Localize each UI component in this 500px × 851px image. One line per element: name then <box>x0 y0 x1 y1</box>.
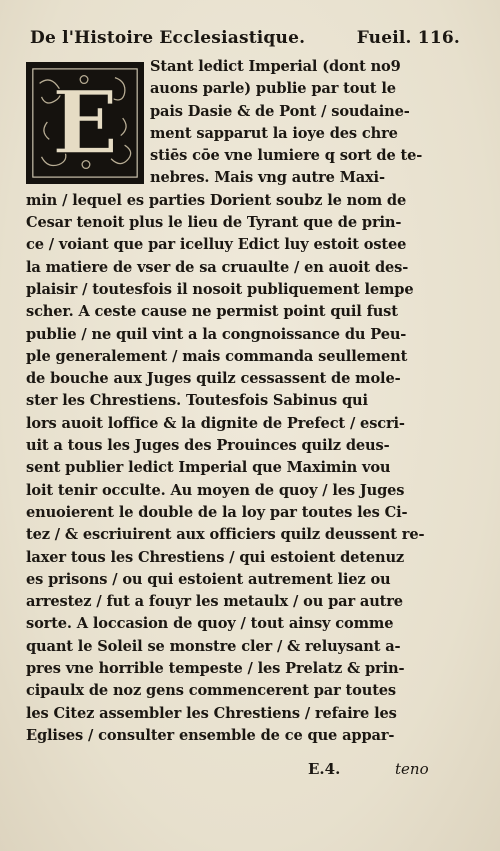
catchword: teno <box>395 760 429 778</box>
text-line: Eglises / consulter ensemble de ce que appar- <box>26 726 395 744</box>
text-line: pais Dasie & de Pont / soudaine- <box>150 102 410 120</box>
text-line: Stant ledict Imperial (dont no9 <box>150 58 401 75</box>
text-line: arrestez / fut a fouyr les metaulx / ou par autre <box>26 593 403 611</box>
text-line: publie / ne quil vint a la congnoissance du Peu- <box>26 325 407 343</box>
text-line: laxer tous les Chrestiens / qui estoient detenuz <box>26 548 405 566</box>
folio-number: Fueil. 116. <box>356 28 460 48</box>
text-line: sorte. A loccasion de quoy / tout ainsy comme <box>26 615 394 633</box>
text-line: scher. A ceste cause ne permist point quil fust <box>26 303 398 321</box>
initial-letter: E <box>51 70 119 174</box>
text-line: les Citez assembler les Chrestiens / refaire les <box>26 704 397 722</box>
page-header <box>30 28 460 50</box>
text-line: de bouche aux Juges quilz cessassent de mole- <box>26 370 401 388</box>
text-line: auons parle) publie par tout le <box>150 80 396 98</box>
text-line: loit tenir occulte. Au moyen de quoy / les Juges <box>26 481 405 499</box>
text-line: tez / & escriuirent aux officiers quilz deussent re- <box>26 526 425 544</box>
text-line: es prisons / ou qui estoient autrement liez ou <box>26 570 391 588</box>
signature-mark: E.4. <box>308 760 341 778</box>
text-line: quant le Soleil se monstre cler / & reluysant a- <box>26 637 401 655</box>
page-footer <box>0 760 500 784</box>
text-line: enuoierent le double de la loy par toutes les Ci- <box>26 503 408 521</box>
text-line: Cesar tenoit plus le lieu de Tyrant que de prin- <box>26 214 402 232</box>
text-line: la matiere de vser de sa cruaulte / en auoit des- <box>26 258 409 276</box>
running-title: De l'Histoire Ecclesiastique. <box>30 28 306 48</box>
text-line: plaisir / toutesfois il nosoit publiquement lempe <box>26 280 414 298</box>
text-line: ster les Chrestiens. Toutesfois Sabinus qui <box>26 392 368 410</box>
text-line: sent publier ledict Imperial que Maximin vou <box>26 459 391 477</box>
text-line: cipaulx de noz gens commencerent par toutes <box>26 682 396 700</box>
text-line: min / lequel es parties Dorient soubz le nom de <box>26 191 407 209</box>
text-line: ment sapparut la ioye des chre <box>150 124 398 142</box>
text-line: ce / voiant que par icelluy Edict luy estoit ostee <box>26 236 407 254</box>
text-line: ple generalement / mais commanda seullement <box>26 347 408 365</box>
text-line: uit a tous les Juges des Prouinces quilz deus- <box>26 437 390 455</box>
text-line: nebres. Mais vng autre Maxi- <box>150 169 385 187</box>
body-text <box>26 56 444 747</box>
text-line: stiēs cōe vne lumiere q sort de te- <box>150 147 423 165</box>
text-line: lors auoit loffice & la dignite de Prefect / escri- <box>26 414 405 432</box>
text-line: pres vne horrible tempeste / les Prelatz & prin- <box>26 660 405 678</box>
